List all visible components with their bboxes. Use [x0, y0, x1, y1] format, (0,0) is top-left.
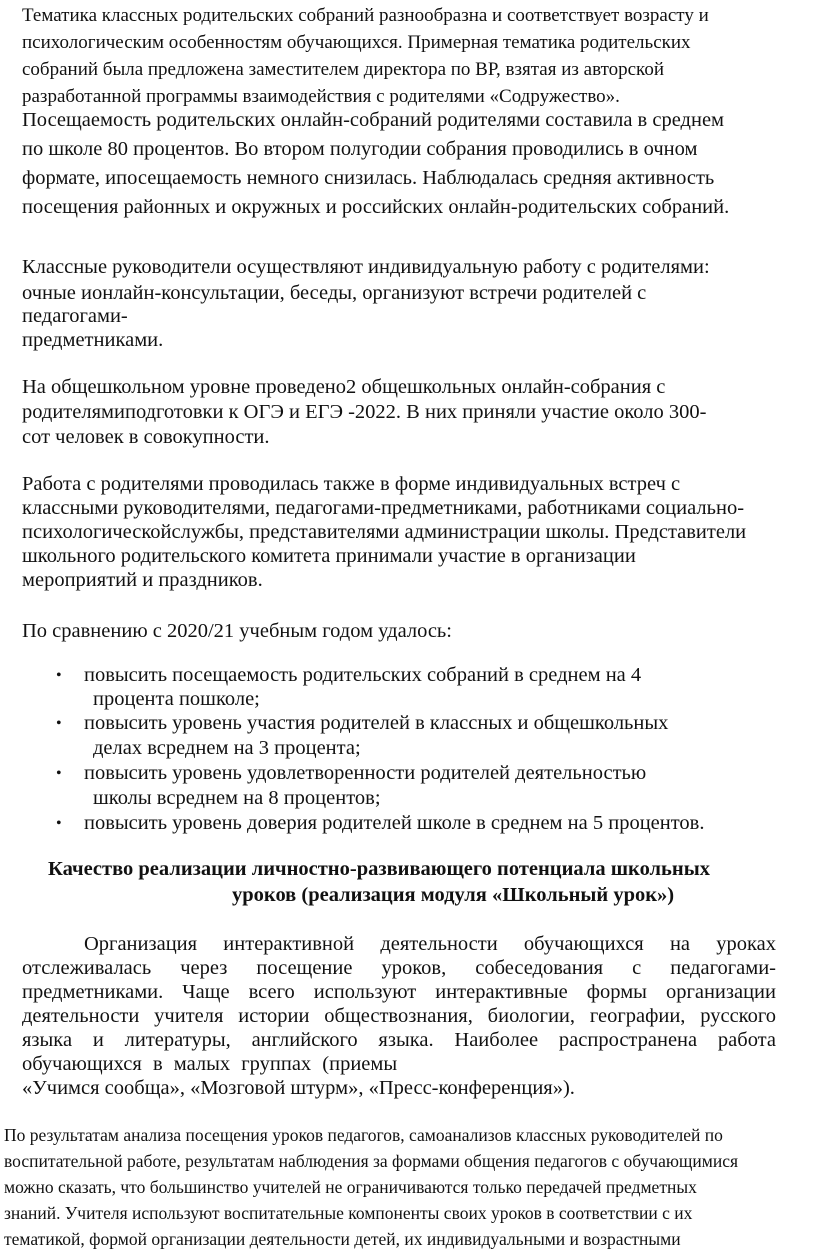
- bullet-3-line-2: школы всреднем на 8 процентов;: [93, 787, 381, 809]
- para4-line-1: На общешкольном уровне проведено2 общешкольных онлайн-собрания с: [22, 376, 666, 398]
- bullet-1-line-1: повысить посещаемость родительских собраний в среднем на 4: [84, 664, 642, 686]
- para2-line-2: по школе 80 процентов. Во втором полугодии собрания проводились в очном: [22, 138, 698, 160]
- para4-line-3: сот человек в совокупности.: [22, 426, 270, 448]
- para5-line-5: мероприятий и праздников.: [22, 569, 263, 591]
- para8-line-1: По результатам анализа посещения уроков педагогов, самоанализов классных руководителей по: [4, 1125, 723, 1145]
- para7-line-7: «Учимся сообща», «Мозговой штурм», «Пресс-конференция»).: [22, 1077, 575, 1099]
- para3-line-4: предметниками.: [22, 329, 164, 351]
- para2-line-1: Посещаемость родительских онлайн-собраний родителями составила в среднем: [22, 109, 725, 131]
- bullet-3-line-1: повысить уровень удовлетворенности родителей деятельностью: [84, 762, 647, 784]
- para5-line-2: классными руководителями, педагогами-предметниками, работниками социально-: [22, 497, 745, 519]
- bullet-icon: •: [56, 815, 62, 832]
- bullet-4-line-1: повысить уровень доверия родителей школе в среднем на 5 процентов.: [84, 812, 705, 834]
- para7-line-4: деятельности учителя истории обществознания, биологии, географии, русского: [22, 1005, 776, 1027]
- para7-line-2: отслеживалась через посещение уроков, собеседования с педагогами-: [22, 957, 776, 979]
- para6-line: По сравнению с 2020/21 учебным годом удалось:: [22, 620, 452, 642]
- para8-line-5: тематикой, формой организации деятельности детей, их индивидуальными и возрастными: [4, 1229, 681, 1249]
- bullet-icon: •: [56, 765, 62, 782]
- para2-line-4: посещения районных и окружных и российских онлайн-родительских собраний.: [22, 196, 730, 218]
- para2-line-3: формате, ипосещаемость немного снизилась. Наблюдалась средняя активность: [22, 167, 715, 189]
- para4-line-2: родителямиподготовки к ОГЭ и ЕГЭ -2022. В них приняли участие около 300-: [22, 401, 707, 423]
- para1-line-4: разработанной программы взаимодействия с родителями «Содружество».: [22, 86, 620, 107]
- para7-line-3: предметниками. Чаще всего используют интерактивные формы организации: [22, 981, 776, 1003]
- para5-line-4: школьного родительского комитета принимали участие в организации: [22, 545, 636, 567]
- section-heading-line-2: уроков (реализация модуля «Школьный урок»): [232, 884, 675, 906]
- bullet-2-line-2: делах всреднем на 3 процента;: [93, 737, 361, 759]
- bullet-1-line-2: процента пошколе;: [93, 688, 260, 710]
- bullet-icon: •: [56, 667, 62, 684]
- para7-line-6: обучающихся в малых группах (приемы: [22, 1053, 398, 1075]
- para3-line-1: Классные руководители осуществляют индивидуальную работу с родителями:: [22, 256, 710, 278]
- para8-line-2: воспитательной работе, результатам наблюдения за формами общения педагогов с обучающимися: [4, 1151, 739, 1171]
- para1-line-2: психологическим особенностям обучающихся. Примерная тематика родительских: [22, 32, 691, 53]
- para1-line-1: Тематика классных родительских собраний разнообразна и соответствует возрасту и: [22, 5, 709, 26]
- para8-line-3: можно сказать, что большинство учителей не ограничиваются только передачей предметных: [4, 1177, 697, 1197]
- para5-line-1: Работа с родителями проводилась также в форме индивидуальных встреч с: [22, 473, 681, 495]
- para5-line-3: психологическойслужбы, представителями администрации школы. Представители: [22, 521, 747, 543]
- para1-line-3: собраний была предложена заместителем директора по ВР, взятая из авторской: [22, 59, 664, 80]
- bullet-icon: •: [56, 715, 62, 732]
- para8-line-4: знаний. Учителя используют воспитательные компоненты своих уроков в соответствии с их: [4, 1203, 693, 1223]
- section-heading-line-1: Качество реализации личностно-развивающего потенциала школьных: [48, 858, 710, 880]
- para7-line-1: Организация интерактивной деятельности обучающихся на уроках: [84, 933, 776, 955]
- para7-line-5: языка и литературы, английского языка. Наиболее распространена работа: [22, 1029, 776, 1051]
- bullet-2-line-1: повысить уровень участия родителей в классных и общешкольных: [84, 712, 669, 734]
- para3-line-2: очные ионлайн-консультации, беседы, организуют встречи родителей с: [22, 282, 647, 304]
- para3-line-3: педагогами-: [22, 305, 128, 327]
